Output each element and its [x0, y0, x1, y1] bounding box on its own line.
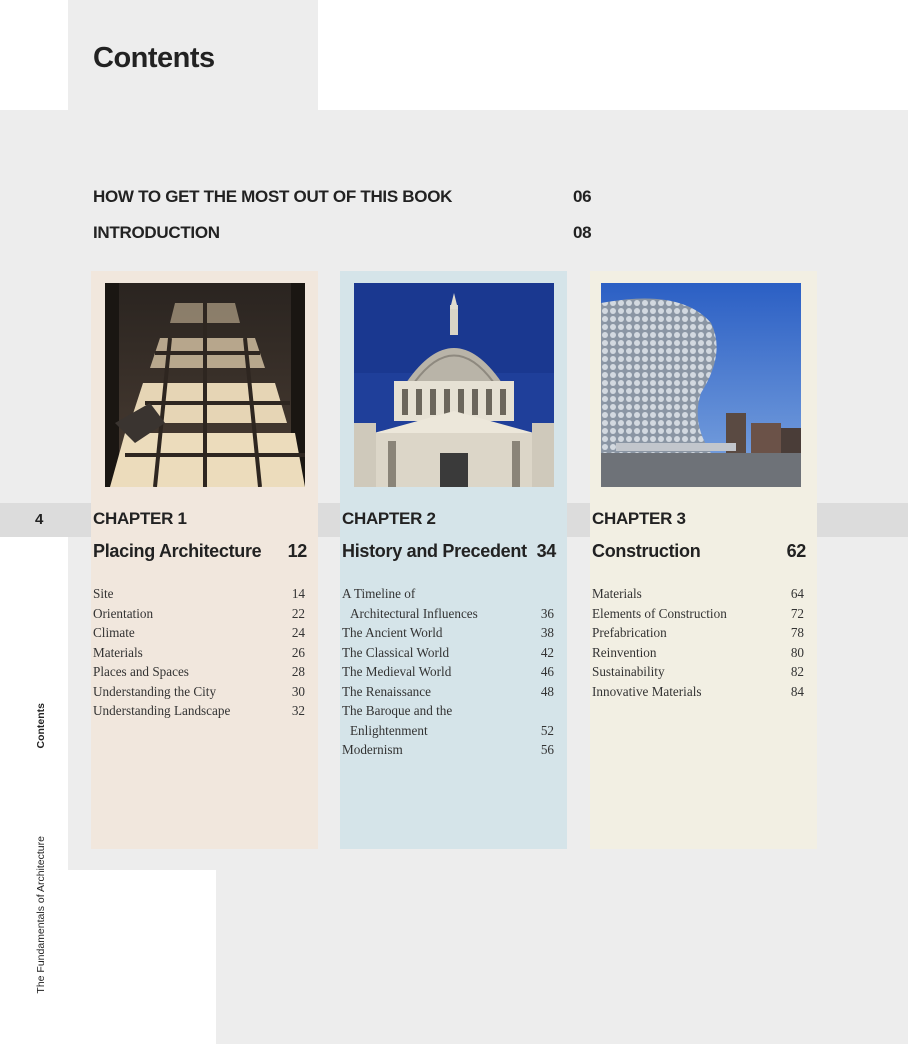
list-item[interactable]: [342, 604, 554, 624]
entry-page: 28: [291, 664, 305, 679]
list-item[interactable]: [342, 662, 554, 682]
chapter-label: CHAPTER 2: [342, 509, 436, 528]
entry-page: 52: [540, 722, 554, 738]
entry-title: Understanding Landscape: [93, 703, 231, 718]
entry-title: Places and Spaces: [93, 664, 189, 679]
entry-title: Orientation: [93, 605, 154, 621]
entry-page: 14: [291, 586, 305, 601]
entry-title: Sustainability: [592, 664, 665, 679]
chapter-contents-list: [342, 584, 554, 760]
front-matter-row[interactable]: [0, 187, 908, 209]
chapter-page: 62: [786, 541, 806, 561]
entry-title: Materials: [592, 586, 642, 601]
entry-title: Materials: [93, 644, 143, 660]
list-item[interactable]: [342, 721, 554, 741]
list-item[interactable]: [342, 740, 554, 760]
list-item[interactable]: [342, 643, 554, 663]
list-item[interactable]: [592, 584, 804, 604]
entry-page: 22: [291, 605, 305, 621]
entry-title: Climate: [93, 625, 135, 640]
entry-page: 78: [790, 625, 804, 640]
entry-title: Site: [93, 586, 114, 601]
entry-page: 80: [790, 644, 804, 660]
page-number: [0, 503, 70, 537]
list-item[interactable]: [342, 623, 554, 643]
list-item[interactable]: [342, 584, 554, 604]
background-panel: [216, 870, 908, 1044]
entry-page: 46: [540, 664, 554, 679]
entry-page: 38: [540, 625, 554, 640]
front-matter-label: HOW TO GET THE MOST OUT OF THIS BOOK: [93, 187, 453, 206]
chapter-contents-list: [93, 584, 305, 721]
entry-page: 30: [291, 683, 305, 699]
chapter-contents-list: [592, 584, 804, 701]
list-item[interactable]: [342, 701, 554, 721]
cloister-shadow-photo: [105, 283, 305, 487]
list-item[interactable]: [342, 682, 554, 702]
list-item[interactable]: [93, 584, 305, 604]
entry-page: 26: [291, 644, 305, 660]
list-item[interactable]: [592, 682, 804, 702]
entry-page: 24: [291, 625, 305, 640]
chapter-column-3: [590, 271, 817, 849]
entry-title: The Classical World: [342, 644, 450, 660]
entry-page: 72: [790, 605, 804, 621]
chapter-page: 12: [287, 541, 307, 561]
list-item[interactable]: [93, 682, 305, 702]
list-item[interactable]: [93, 623, 305, 643]
list-item[interactable]: [592, 643, 804, 663]
chapter-title: Placing Architecture: [93, 541, 262, 561]
chapter-title: Construction: [592, 541, 701, 561]
list-item[interactable]: [592, 623, 804, 643]
entry-page: 42: [540, 644, 554, 660]
entry-title: Enlightenment: [350, 722, 428, 738]
entry-title: The Renaissance: [342, 683, 431, 699]
entry-page: 32: [291, 703, 305, 718]
entry-page: 84: [790, 683, 804, 699]
running-head-book: The Fundamentals of Architecture: [35, 836, 47, 994]
chapter-page: 34: [536, 541, 556, 561]
cathedral-dome-photo: [354, 283, 554, 487]
page-number-text: 4: [35, 511, 44, 528]
entry-title: Elements of Construction: [592, 605, 727, 621]
list-item[interactable]: [93, 604, 305, 624]
list-item[interactable]: [592, 604, 804, 624]
chapter-label: CHAPTER 3: [592, 509, 686, 528]
entry-title: Modernism: [342, 742, 403, 757]
front-matter-page: 08: [573, 223, 592, 242]
chapter-label: CHAPTER 1: [93, 509, 187, 528]
entry-title: The Baroque and the: [342, 703, 453, 718]
entry-title: Innovative Materials: [592, 683, 702, 699]
entry-title: Understanding the City: [93, 683, 217, 699]
entry-title: The Medieval World: [342, 664, 452, 679]
entry-page: 36: [540, 605, 554, 621]
chapter-column-2: [340, 271, 567, 849]
page-title: Contents: [93, 42, 215, 74]
entry-page: 56: [540, 742, 554, 757]
entry-page: 64: [790, 586, 804, 601]
chapter-column-1: [91, 271, 318, 849]
list-item[interactable]: [93, 643, 305, 663]
front-matter-row[interactable]: [0, 223, 908, 245]
entry-title: Architectural Influences: [350, 605, 478, 621]
entry-title: A Timeline of: [342, 586, 416, 601]
list-item[interactable]: [592, 662, 804, 682]
list-item[interactable]: [93, 662, 305, 682]
front-matter-label: INTRODUCTION: [93, 223, 220, 242]
entry-title: Reinvention: [592, 644, 657, 660]
entry-title: Prefabrication: [592, 625, 667, 640]
running-head-section: Contents: [35, 703, 47, 749]
front-matter-page: 06: [573, 187, 592, 206]
list-item[interactable]: [93, 701, 305, 721]
entry-title: The Ancient World: [342, 625, 443, 640]
modern-building-photo: [601, 283, 801, 487]
entry-page: 48: [540, 683, 554, 699]
chapter-title: History and Precedent: [342, 541, 527, 561]
entry-page: 82: [790, 664, 804, 679]
